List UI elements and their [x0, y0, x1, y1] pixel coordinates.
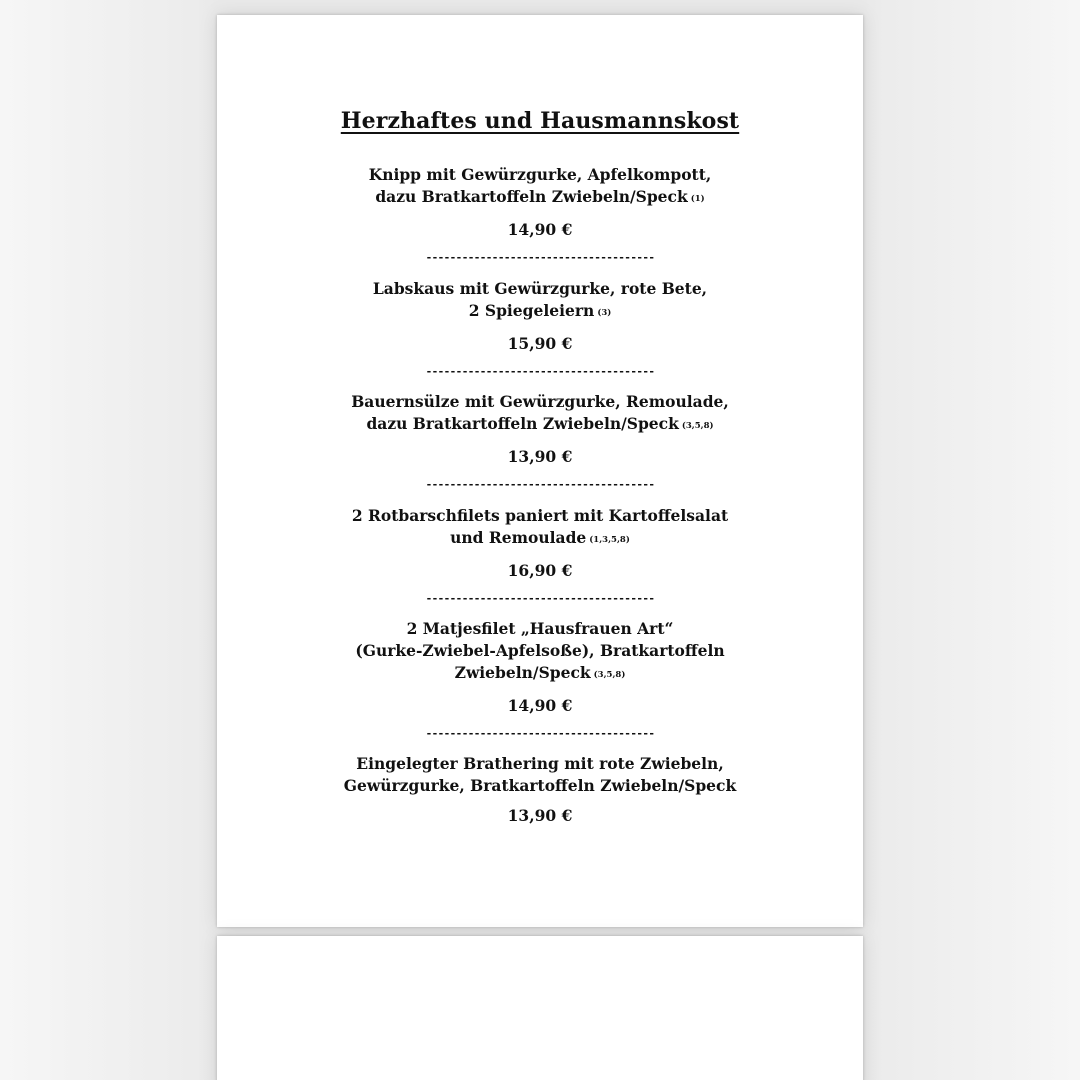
- dish-line: (Gurke-Zwiebel-Apfelsoße), Bratkartoffeln: [355, 641, 725, 660]
- separator: --------------------------------------: [425, 365, 655, 378]
- dish-price: 15,90 €: [507, 334, 573, 353]
- dish-line: 2 Rotbarschfilets paniert mit Kartoffelsalat: [351, 506, 729, 525]
- allergen-codes: (3,5,8): [593, 670, 626, 680]
- dish-line: 2 Matjesfilet „Hausfrauen Art“: [406, 619, 674, 638]
- menu-item: [217, 618, 863, 717]
- menu-item: [217, 164, 863, 241]
- dish-line: Zwiebeln/Speck: [454, 663, 591, 682]
- dish-line: und Remoulade: [450, 528, 587, 547]
- dish-line: Eingelegter Brathering mit rote Zwiebeln,: [356, 754, 724, 773]
- allergen-codes: (1,3,5,8): [589, 535, 630, 545]
- allergen-codes: (3): [597, 308, 612, 318]
- dish-description: [217, 391, 863, 438]
- dish-description: [217, 753, 863, 797]
- separator: --------------------------------------: [425, 251, 655, 264]
- separator: --------------------------------------: [425, 592, 655, 605]
- dish-description: [217, 505, 863, 552]
- dish-line: Bauernsülze mit Gewürzgurke, Remoulade,: [351, 392, 729, 411]
- allergen-codes: (1): [690, 194, 705, 204]
- separator: --------------------------------------: [425, 478, 655, 491]
- dish-price: 14,90 €: [507, 220, 573, 239]
- dish-line: Gewürzgurke, Bratkartoffeln Zwiebeln/Speck: [343, 776, 737, 795]
- dish-line: Knipp mit Gewürzgurke, Apfelkompott,: [368, 165, 712, 184]
- dish-line: 2 Spiegeleiern: [468, 301, 595, 320]
- dish-price: 14,90 €: [507, 696, 573, 715]
- menu-item: [217, 505, 863, 582]
- menu-item: [217, 391, 863, 468]
- menu-item: [217, 278, 863, 355]
- separator: --------------------------------------: [425, 727, 655, 740]
- dish-price: 13,90 €: [507, 806, 573, 825]
- dish-description: [217, 164, 863, 211]
- allergen-codes: (3,5,8): [681, 421, 714, 431]
- dish-description: [217, 618, 863, 687]
- dish-line: Labskaus mit Gewürzgurke, rote Bete,: [372, 279, 708, 298]
- menu-page-1: [217, 15, 863, 927]
- dish-description: [217, 278, 863, 325]
- dish-line: dazu Bratkartoffeln Zwiebeln/Speck: [366, 414, 679, 433]
- dish-price: 16,90 €: [507, 561, 573, 580]
- menu-page-2: [217, 936, 863, 1080]
- dish-line: dazu Bratkartoffeln Zwiebeln/Speck: [375, 187, 688, 206]
- dish-price: 13,90 €: [507, 447, 573, 466]
- menu-title: Herzhaftes und Hausmannskost: [340, 108, 740, 134]
- menu-item: [217, 753, 863, 827]
